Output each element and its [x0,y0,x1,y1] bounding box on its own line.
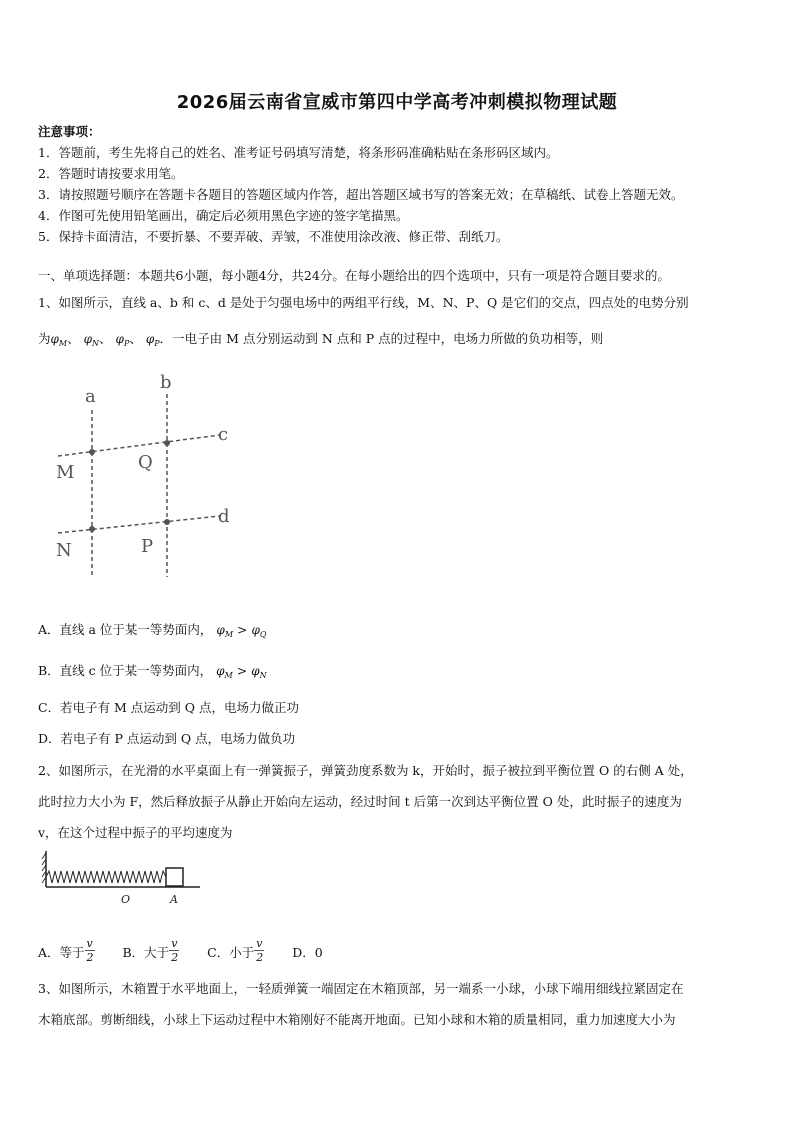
q2-option-c [207,937,266,964]
q3-stem-line2: 木箱底部。剪断细线，小球上下运动过程中木箱刚好不能离开地面。已知小球和木箱的质量相同，重力加速度大小为 [38,1012,676,1027]
notice-item: 1．答题前，考生先将自己的姓名、准考证号码填写清楚，将条形码准确粘贴在条形码区域内。 [38,145,559,160]
phi-symbol: φ [216,664,225,678]
phi-subscript: P [123,339,130,348]
q1-suffix: ．一电子由 M 点分别运动到 N 点和 P 点的过程中，电场力所做的负功相等，则 [159,331,604,346]
option-text: A．等于 [38,945,85,960]
phi-symbol: φ [50,332,59,346]
q1-option-c: C．若电子有 M 点运动到 Q 点，电场力做正功 [38,700,300,715]
q1-stem-line1: 1、如图所示，直线 a、b 和 c、d 是处于匀强电场中的两组平行线，M、N、P、Q 是它们的交点，四点处的电势分别 [38,295,689,310]
notice-heading: 注意事项： [38,124,101,139]
q2-stem-line1: 2、如图所示，在光滑的水平桌面上有一弹簧振子，弹簧劲度系数为 k，开始时，振子被拉到平衡位置 O 的右侧 A 处， [38,763,693,778]
label-P: P [141,536,154,557]
relation: > [237,622,248,637]
page-title: 2026届云南省宣威市第四中学高考冲刺模拟物理试题 [176,92,618,113]
phi-subscript: N [92,339,100,348]
phi-symbol: φ [251,664,260,678]
point-N [89,526,95,532]
q3-stem-line1: 3、如图所示，木箱置于水平地面上，一轻质弹簧一端固定在木箱顶部，另一端系一小球，小球下端用细线拉紧固定在 [38,981,684,996]
phi-subscript: M [58,339,68,348]
phi-subscript: M [224,630,234,639]
q1-prefix: 为 [38,331,51,346]
q2-stem-line2: 此时拉力大小为 F，然后释放振子从静止开始向左运动，经过时间 t 后第一次到达平衡位置 O 处，此时振子的速度为 [38,794,682,809]
q1-option-a [38,620,266,639]
label-a: a [85,386,96,407]
frac-numerator: v [256,937,263,950]
notice-item: 5．保持卡面清洁，不要折暴、不要弄破、弄皱，不准使用涂改液、修正带、刮纸刀。 [38,229,509,244]
q2-option-a [38,937,97,964]
q1-stem-line2 [38,329,603,348]
phi-subscript: N [259,671,267,680]
notice-item: 3．请按照题号顺序在答题卡各题目的答题区域内作答，超出答题区域书写的答案无效；在草稿纸、试卷上答题无效。 [38,187,684,202]
point-Q [164,440,170,446]
label-d: d [218,506,230,527]
phi-symbol: φ [216,623,225,637]
line-d [58,516,220,533]
option-text: B．大于 [122,945,170,960]
frac-denominator: 2 [256,951,264,964]
label-b: b [160,372,172,393]
label-O: O [121,893,131,906]
phi-subscript: P [154,339,160,348]
label-A: A [170,893,178,906]
point-P [164,519,170,525]
q1-option-b [38,661,267,680]
option-text: B．直线 c 位于某一等势面内， [38,663,213,678]
phi-symbol: φ [115,332,124,346]
phi-subscript: Q [259,630,267,639]
q1-figure [40,372,250,582]
frac-denominator: 2 [171,951,179,964]
point-M [89,449,95,455]
option-text: A．直线 a 位于某一等势面内， [38,622,213,637]
spring [46,871,166,883]
option-text: C．小于 [207,945,255,960]
q2-options [38,937,323,964]
relation: > [236,663,248,678]
section-heading: 一、单项选择题：本题共6小题，每小题4分，共24分。在每小题给出的四个选项中，只有一项是符合题目要求的。 [38,268,670,283]
separator: 、 [67,331,80,346]
phi-subscript: M [224,671,233,680]
q2-stem-line3: v，在这个过程中振子的平均速度为 [38,825,233,840]
separator: 、 [99,331,112,346]
phi-symbol: φ [83,332,93,346]
notice-item: 4．作图可先使用铅笔画出，确定后必须用黑色字迹的签字笔描黑。 [38,208,409,223]
frac-denominator: 2 [86,951,94,964]
frac-numerator: v [171,937,178,950]
separator: 、 [129,331,142,346]
phi-symbol: φ [251,623,260,637]
phi-symbol: φ [145,332,155,346]
notice-item: 2．答题时请按要求用笔。 [38,166,184,181]
q2-option-d: D．0 [292,945,323,960]
oscillator-block [166,868,183,886]
label-N: N [56,540,72,561]
q2-option-b [122,937,182,964]
label-M: M [56,462,75,483]
label-Q: Q [138,452,153,473]
q1-option-d: D．若电子有 P 点运动到 Q 点，电场力做负功 [38,731,296,746]
q2-figure [40,849,210,909]
label-c: c [218,424,229,445]
frac-numerator: v [86,937,93,950]
